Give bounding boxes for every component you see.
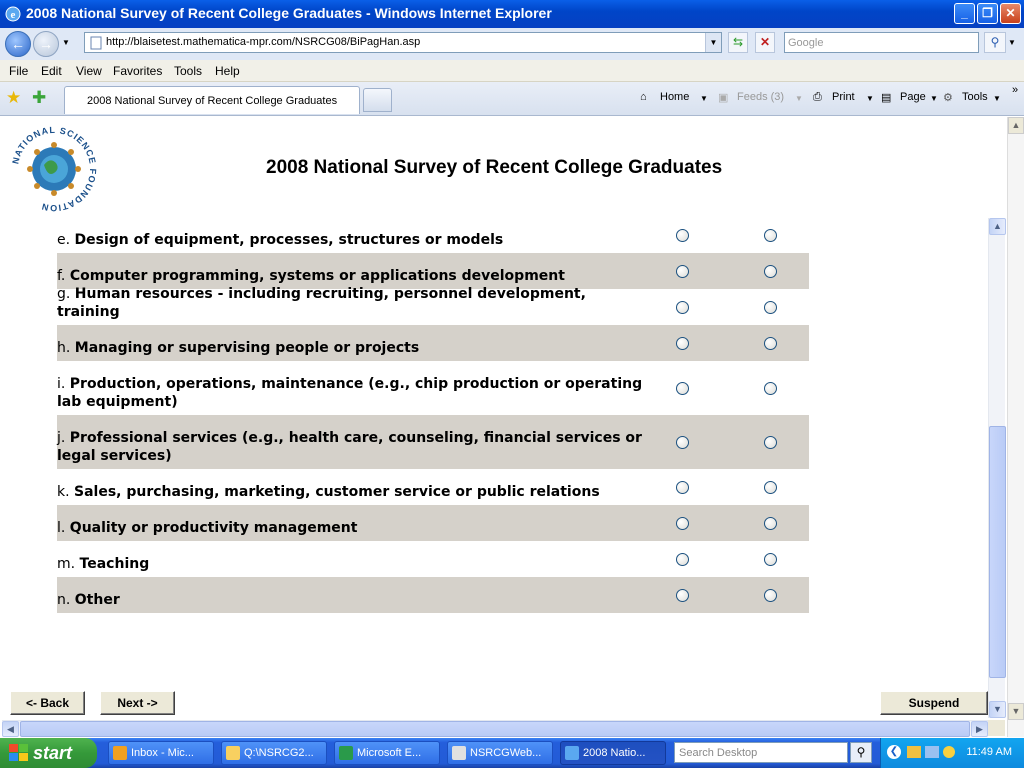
menu-bar — [0, 60, 1024, 82]
radio-option-1[interactable] — [676, 301, 689, 314]
radio-option-1[interactable] — [676, 337, 689, 350]
tab-command-bar — [0, 82, 1024, 116]
question-label: Professional services (e.g., health care, counseling, financial services or legal services) — [57, 430, 642, 464]
system-tray — [880, 738, 1024, 768]
scrollbar-corner — [988, 720, 1005, 736]
tools-button[interactable]: Tools — [962, 91, 988, 103]
feeds-button: Feeds (3) — [737, 91, 785, 103]
question-letter: m. — [57, 556, 76, 572]
menu-tools[interactable]: Tools — [174, 64, 203, 78]
radio-option-1[interactable] — [676, 553, 689, 566]
question-row-j — [57, 415, 809, 469]
network-icon[interactable] — [925, 746, 939, 758]
taskbar-item-excel[interactable] — [334, 741, 440, 765]
question-letter: k. — [57, 484, 70, 500]
taskbar-item-folder[interactable] — [221, 741, 327, 765]
taskbar — [0, 738, 1024, 768]
question-row-k — [57, 469, 809, 505]
question-label: Teaching — [79, 556, 150, 572]
question-row-h — [57, 325, 809, 361]
home-icon[interactable]: ⌂ — [640, 91, 647, 103]
search-icon[interactable]: ⚲ — [850, 742, 872, 763]
chevron-left-icon[interactable]: ❮ — [887, 745, 901, 759]
add-favorite-icon[interactable]: ✚ — [32, 88, 47, 107]
next-button[interactable]: Next -> — [100, 691, 175, 715]
taskbar-item-outlook[interactable] — [108, 741, 214, 765]
radio-option-1[interactable] — [676, 436, 689, 449]
radio-option-2[interactable] — [764, 436, 777, 449]
scroll-up-icon[interactable]: ▲ — [1008, 117, 1024, 134]
notification-icon[interactable] — [943, 746, 955, 758]
question-letter: i. — [57, 376, 66, 392]
question-label: Quality or productivity management — [69, 520, 358, 536]
scroll-down-icon[interactable]: ▼ — [1008, 703, 1024, 720]
question-letter: h. — [57, 340, 71, 356]
maximize-button[interactable]: ❐ — [977, 3, 998, 24]
print-dropdown-icon[interactable]: ▼ — [866, 94, 874, 103]
radio-option-2[interactable] — [764, 382, 777, 395]
question-label: Production, operations, maintenance (e.g., chip production or operating lab equipment) — [57, 376, 643, 410]
radio-option-2[interactable] — [764, 553, 777, 566]
new-tab-button[interactable] — [363, 88, 392, 112]
taskbar-item-nsrcgweb[interactable] — [447, 741, 553, 765]
frame-horizontal-scrollbar[interactable] — [2, 720, 988, 736]
clock: 11:49 AM — [966, 746, 1012, 758]
internet-explorer-icon — [4, 5, 22, 23]
radio-option-1[interactable] — [676, 517, 689, 530]
minimize-button[interactable]: _ — [954, 3, 975, 24]
question-label: Human resources - including recruiting, personnel development, training — [57, 286, 586, 320]
question-row-f — [57, 253, 809, 289]
question-letter: j. — [57, 430, 66, 446]
page-title: 2008 National Survey of Recent College Graduates — [266, 157, 723, 178]
outlook-icon — [113, 746, 127, 760]
menu-file[interactable]: File — [9, 64, 29, 78]
recent-pages-dropdown-icon[interactable]: ▼ — [62, 38, 70, 47]
desktop-search-input[interactable] — [674, 742, 848, 763]
printer-icon[interactable]: ⎙ — [813, 91, 822, 103]
menu-edit[interactable]: Edit — [41, 64, 62, 78]
mail-icon[interactable] — [907, 746, 921, 758]
start-button[interactable] — [0, 738, 97, 768]
search-placeholder: Google — [788, 37, 824, 49]
question-letter: e. — [57, 232, 71, 248]
start-label: start — [33, 743, 73, 763]
question-row-i — [57, 361, 809, 415]
home-button[interactable]: Home — [660, 91, 690, 103]
menu-view[interactable]: View — [76, 64, 102, 78]
question-letter: n. — [57, 592, 71, 608]
radio-option-1[interactable] — [676, 481, 689, 494]
feeds-dropdown-icon: ▼ — [795, 94, 803, 103]
windows-logo-icon — [9, 744, 29, 762]
radio-option-2[interactable] — [764, 265, 777, 278]
taskbar-item-label: 2008 Natio... — [583, 747, 646, 759]
scroll-up-icon[interactable]: ▲ — [989, 218, 1006, 235]
favorites-star-icon[interactable]: ★ — [6, 88, 22, 107]
tools-dropdown-icon[interactable]: ▼ — [993, 94, 1001, 103]
question-row-g — [57, 286, 809, 325]
question-label: Sales, purchasing, marketing, customer service or public relations — [74, 484, 600, 500]
refresh-icon[interactable]: ⇆ — [728, 32, 748, 53]
taskbar-item-ie[interactable] — [560, 741, 666, 765]
taskbar-item-label: Inbox - Mic... — [131, 747, 194, 759]
home-dropdown-icon[interactable]: ▼ — [700, 94, 708, 103]
address-dropdown-icon[interactable]: ▼ — [705, 33, 721, 52]
radio-option-2[interactable] — [764, 301, 777, 314]
address-url: http://blaisetest.mathematica-mpr.com/NSRCG08/BiPagHan.asp — [106, 36, 421, 48]
close-button[interactable]: ✕ — [1000, 3, 1021, 24]
window-titlebar — [0, 0, 1024, 28]
chevron-overflow-icon[interactable]: » — [1012, 84, 1019, 96]
search-input[interactable] — [784, 32, 979, 53]
forward-nav-button[interactable]: → — [33, 31, 59, 57]
scrollbar-thumb[interactable] — [989, 426, 1006, 678]
search-options-dropdown-icon[interactable]: ▼ — [1008, 38, 1016, 47]
tab-current[interactable] — [64, 86, 360, 114]
scroll-left-icon[interactable]: ◀ — [2, 721, 19, 737]
radio-option-2[interactable] — [764, 481, 777, 494]
page-content — [0, 117, 1007, 720]
taskbar-item-label: Microsoft E... — [357, 747, 422, 759]
desktop-search-placeholder: Search Desktop — [679, 747, 758, 759]
question-row-e — [57, 217, 809, 253]
page-dropdown-icon[interactable]: ▼ — [930, 94, 938, 103]
question-label: Design of equipment, processes, structures or models — [74, 232, 504, 248]
back-nav-button[interactable]: ← — [5, 31, 31, 57]
page-button[interactable]: Page — [900, 91, 926, 103]
radio-option-2[interactable] — [764, 229, 777, 242]
svg-text:e: e — [10, 9, 16, 21]
question-row-n — [57, 577, 809, 613]
radio-option-2[interactable] — [764, 337, 777, 350]
scrollbar-thumb[interactable] — [20, 721, 970, 737]
radio-option-1[interactable] — [676, 382, 689, 395]
menu-favorites[interactable]: Favorites — [113, 64, 163, 78]
suspend-button[interactable]: Suspend — [880, 691, 988, 715]
question-letter: f. — [57, 268, 66, 284]
radio-option-2[interactable] — [764, 517, 777, 530]
radio-option-1[interactable] — [676, 589, 689, 602]
stop-icon[interactable]: ✕ — [755, 32, 775, 53]
back-button[interactable]: <- Back — [10, 691, 85, 715]
menu-help[interactable]: Help — [215, 64, 240, 78]
nsf-logo — [10, 125, 98, 213]
taskbar-item-label: Q:\NSRCG2... — [244, 747, 314, 759]
page-icon-cmd[interactable]: ▤ — [881, 92, 892, 104]
page-icon — [89, 36, 103, 50]
radio-option-1[interactable] — [676, 265, 689, 278]
folder-icon — [226, 746, 240, 760]
search-icon[interactable]: ⚲ — [984, 32, 1006, 53]
question-letter: g. — [57, 286, 71, 302]
address-input[interactable] — [84, 32, 722, 53]
radio-option-2[interactable] — [764, 589, 777, 602]
gear-icon[interactable]: ⚙ — [943, 92, 953, 104]
tab-label: 2008 National Survey of Recent College Graduates — [87, 95, 338, 107]
window-scrollbar[interactable] — [1007, 117, 1024, 737]
taskbar-item-label: NSRCGWeb... — [470, 747, 542, 759]
question-letter: l. — [57, 520, 66, 536]
question-row-l — [57, 505, 809, 541]
frame-vertical-scrollbar[interactable] — [988, 218, 1005, 718]
question-row-m — [57, 541, 809, 577]
internet-explorer-icon — [565, 746, 579, 760]
feeds-icon: ▣ — [718, 92, 729, 104]
logo-text: NATIONAL SCIENCE FOUNDATION — [10, 125, 98, 213]
question-label: Managing or supervising people or projects — [74, 340, 420, 356]
document-icon — [452, 746, 466, 760]
question-label: Other — [74, 592, 120, 608]
window-title: 2008 National Survey of Recent College Graduates - Windows Internet Explorer — [26, 5, 552, 21]
radio-option-1[interactable] — [676, 229, 689, 242]
print-button[interactable]: Print — [832, 91, 855, 103]
scroll-right-icon[interactable]: ▶ — [971, 721, 988, 737]
question-label: Computer programming, systems or applications development — [69, 268, 565, 284]
scroll-down-icon[interactable]: ▼ — [989, 701, 1006, 718]
excel-icon — [339, 746, 353, 760]
address-toolbar — [0, 28, 1024, 60]
